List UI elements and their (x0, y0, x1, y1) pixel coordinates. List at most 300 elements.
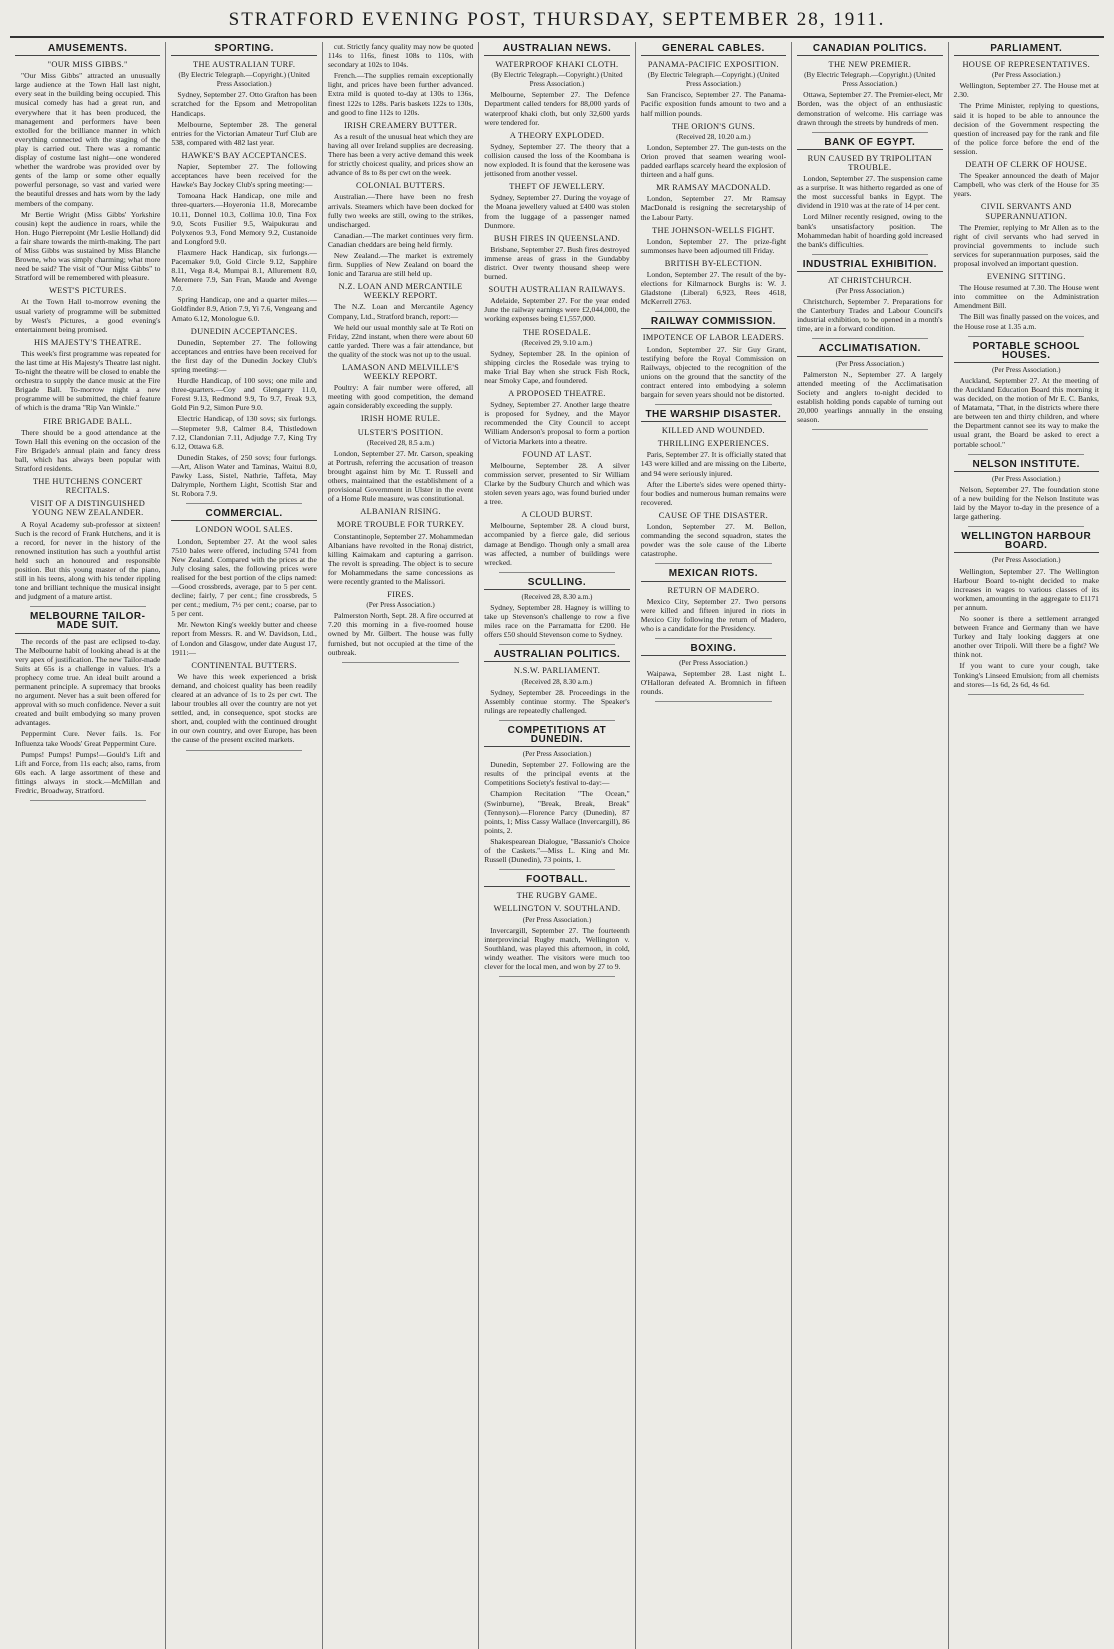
section-divider (186, 750, 302, 751)
paragraph: Auckland, September 27. At the meeting of the Auckland Education Board this morning it was decided, on the motion of Mr E. C. Banks, of Matamata, "That, in the districts where there are between ten and thirty children, and where the Department cannot see its way to make the usual grant, the Board be asked to erect a portable school." (953, 375, 1099, 449)
article-body (484, 245, 629, 281)
article-body (641, 597, 786, 633)
section (484, 650, 629, 715)
article-body (484, 521, 629, 566)
article (171, 661, 316, 745)
paragraph: Poultry: A fair number were offered, all meeting with good competition, the demand again considerably exceeding the supply. (327, 383, 474, 411)
article-body (171, 90, 316, 147)
article (484, 328, 629, 386)
paragraph: "Our Miss Gibbs" attracted an unusually large audience at the Town Hall last night, every seat in the building being occupied. This musical comedy has had a great run, and everywhere that it has been produced, the management and performers have been extolled for the brilliance manner in which everything connected with the staging of the play is carried out. There was a romantic display of costume last night—one wondered whether the wardrobe was provided over by gents of the lamp or some other equally powerful personage, so vast and varied were the beautiful dresses and hats worn by the lady members of the company. (15, 71, 161, 208)
paragraph: London, September 27. Mr. Carson, speaking at Portrush, referring the accusation of treason brought against him by Mr. T. Russell and others, maintained that the establishment of a provisional Government in Ulster in the event of a Home Rule measure, was constitutional. (327, 448, 474, 504)
paragraph: London, September 27. The gun-tests on the Orion proved that seamen wearing wool-padded earflaps scarcely heard the explosion of thirteen and a half guns. (640, 142, 787, 180)
paragraph: Dunedin Stakes, of 250 sovs; four furlongs.—Art, Alison Water and Taminas, Waitui 8.0, Pawky Lass, Sistel, Nathrie, Taffeta, May Dalrymple, Northern Light, Scottish Star and St. Robora 7.9. (171, 452, 317, 499)
article-body (954, 485, 1099, 521)
article-byline: (Per Press Association.) (366, 601, 435, 610)
article-body (328, 192, 473, 278)
paragraph: Sydney, September 27. The theory that a collision caused the loss of the Koombana is now exploded. It is found that the kerosene was jettisoned from another vessel. (484, 141, 630, 179)
article (484, 234, 629, 281)
section (797, 138, 942, 249)
section-divider (968, 454, 1084, 455)
article-headline: A CLOUD BURST. (521, 510, 593, 520)
article-byline: (By Electric Telegraph.—Copyright.) (United Press Association.) (178, 71, 310, 89)
columns (10, 42, 1104, 1649)
article-body (797, 174, 942, 249)
paragraph: Brisbane, September 27. Bush fires destroyed immense areas of grass in the Gundabby district. Over twenty thousand sheep were burned. (484, 244, 630, 282)
article (484, 904, 629, 971)
article (484, 593, 629, 639)
article-body (641, 237, 786, 255)
paragraph: Melbourne, September 28. A silver commission server, presented to Sir William Clarke by the Sudbury Church and which was stolen seven years ago, was found buried under a tree. (484, 460, 630, 507)
article-headline: EVENING SITTING. (986, 272, 1066, 282)
paragraph: A Royal Academy sub-professor at sixteen! Such is the record of Frank Hutchens, and it is a record, for never in the history of the renowned institution has such a youthful artist held such an honoured and responsible position. But this young master of the piano, still in his teens, along with his tender rippling tone and brilliant technique the musical insight and judgment of a mature artist. (15, 519, 161, 602)
article-headline: THE AUSTRALIAN TURF. (193, 60, 296, 70)
article (797, 360, 942, 425)
article-body (15, 520, 160, 602)
article (954, 160, 1099, 198)
article (484, 285, 629, 323)
paragraph: The records of the past are eclipsed to-day. The Melbourne habit of looking ahead is at the very apex of justification. The new Tailor-made Suits at 65s is a challenge in values. It's a prophecy come true. An ideal built around a permanent principle. A supremacy that brooks no argument. Never has a suit been offered for approval with so much confidence. Never a suit created and built embodying so many proven advantages. (15, 636, 161, 728)
article-headline: WELLINGTON V. SOUTHLAND. (493, 904, 621, 914)
article (641, 226, 786, 255)
section-title: PORTABLE SCHOOL HOUSES. (954, 342, 1099, 363)
article-body (328, 383, 473, 410)
paragraph: Lord Milner recently resigned, owing to the bank's unsatisfactory position. The Mohammedan habit of hoarding gold increased the bank's difficulties. (797, 212, 943, 249)
section-title: AUSTRALIAN POLITICS. (484, 650, 629, 662)
paragraph: London, September 27. M. Bellon, commanding the second squadron, states the powder was the sole cause of the Liberte catastrophe. (640, 522, 787, 559)
section (484, 44, 629, 567)
section-title: FOOTBALL. (484, 875, 629, 887)
article-headline: THE NEW PREMIER. (828, 60, 912, 70)
section-title: BANK OF EGYPT. (797, 138, 942, 150)
paragraph: Melbourne, September 28. A cloud burst, accompanied by a fierce gale, did serious damage at Bendigo. Though only a small area was affected, a number of buildings were wrecked. (484, 521, 630, 567)
article-byline: (Received 28, 8.5 a.m.) (366, 438, 435, 447)
paragraph: London, September 27. At the wool sales 7510 bales were offered, including 5741 from New Zealand. Compared with the prices at the July closing sales, the following prices were realised for the best portion of the clips named:—Good crossbreds, average, par to 5 per cent. decline; fairly, 7 per cent.; fine crossbreds, 5 per cent.; medium, 7½ per cent.; coarse, par to 5 per cent. (171, 536, 317, 619)
paragraph: Hurdle Handicap, of 100 sovs; one mile and three-quarters.—Coy and Glengarry 11.0, Forest 9.13, Redmond 9.9, To 9.7, Freak 9.3, Gold Pin 9.2, Simon Pure 9.0. (171, 376, 317, 413)
article (15, 417, 160, 474)
article-headline: CONTINENTAL BUTTERS. (191, 660, 297, 670)
article-headline: DUNEDIN ACCEPTANCES. (190, 326, 298, 336)
section (641, 44, 786, 306)
article-headline: MORE TROUBLE FOR TURKEY. (336, 520, 465, 530)
section-divider (812, 254, 928, 255)
section-divider (30, 606, 146, 607)
article (954, 202, 1099, 268)
paragraph: Peppermint Cure. Never fails. 1s. For Influenza take Woods' Great Peppermint Cure. (15, 729, 161, 748)
section (797, 260, 942, 334)
column (478, 42, 634, 1649)
article-body (954, 223, 1099, 268)
paragraph: If you want to cure your cough, take Tonking's Linseed Emulsion; from all chemists and stores—1s 6d, 2s 6d, 4s 6d. (953, 661, 1099, 689)
article (328, 181, 473, 278)
article-byline: (Received 29, 9.10 a.m.) (521, 338, 593, 347)
article-headline: HIS MAJESTY'S THEATRE. (34, 337, 142, 347)
section (484, 578, 629, 640)
article-body (484, 461, 629, 506)
section-divider (655, 563, 771, 564)
section-divider (655, 311, 771, 312)
paragraph: The Bill was finally passed on the voices, and the House rose at 1.35 a.m. (953, 312, 1099, 331)
article-body (484, 760, 629, 864)
article-headline: COLONIAL BUTTERS. (356, 181, 446, 191)
article-byline: (Per Press Association.) (992, 71, 1061, 80)
article-headline: WATERPROOF KHAKI CLOTH. (495, 60, 619, 70)
paragraph: The N.Z. Loan and Mercantile Agency Company, Ltd., Stratford branch, report:— (327, 302, 474, 321)
article (328, 414, 473, 423)
paragraph: Paris, September 27. It is officially stated that 143 were killed and are missing on the Liberte, and 94 were seriously injured. (640, 450, 787, 478)
section-divider (812, 132, 928, 133)
article-headline: N.Z. LOAN AND MERCANTILE WEEKLY REPORT. (338, 282, 463, 301)
section (171, 509, 316, 744)
paragraph: The Prime Minister, replying to questions, said it is hoped to be able to announce the decision of the Government respecting the question of increased pay for the rank and file of the police force before the end of the session. (953, 101, 1099, 156)
paragraph: London, September 27. Mr Ramsay MacDonald is resigning the secretaryship of the Labour Party. (640, 194, 787, 222)
article-body (171, 537, 316, 657)
article (641, 426, 786, 435)
article (15, 286, 160, 333)
article-body (15, 637, 160, 796)
article (328, 590, 473, 657)
article-headline: CIVIL SERVANTS AND SUPERANNUATION. (980, 202, 1072, 221)
article-body (171, 338, 316, 499)
section (328, 42, 473, 657)
section-title: SCULLING. (484, 578, 629, 590)
article-byline: (By Electric Telegraph.—Copyright.) (United Press Association.) (804, 71, 936, 89)
article-body (328, 42, 473, 117)
paragraph: Mr Bertie Wright (Miss Gibbs' Yorkshire cousin) kept the audience in roars, while the Hon. Hugo Pierrepoint (Mr Leslie Holland) did a fair share towards the mirth-making. The part of Miss Gibbs was sustained by Miss Blanche Browne, who was simply charming; what more need be said? The visit of "Our Miss Gibbs" to Stratford will be remembered with pleasure. (15, 209, 161, 283)
section (15, 612, 160, 795)
article-headline: A THEORY EXPLODED. (509, 130, 605, 140)
paragraph: Invercargill, September 27. The fourteenth interprovincial Rugby match, Wellington v. Southland, was played this afternoon, in cold, windy weather. The visitors were much too clever for the local men, and won by 27 to 9. (484, 925, 630, 971)
article-headline: DEATH OF CLERK OF HOUSE. (965, 160, 1088, 170)
section-title: CANADIAN POLITICS. (797, 44, 942, 56)
article-headline: BUSH FIRES IN QUEENSLAND. (493, 233, 621, 243)
paragraph: The Premier, replying to Mr Allen as to the right of civil servants who had served in provincial governments to include such services for superannuation purposes, said the proposal involved an important question. (953, 222, 1099, 268)
paragraph: At the Town Hall to-morrow evening the usual variety of programme will be submitted by West's Pictures, a good evening's entertainment being promised. (15, 297, 161, 334)
article-headline: AT CHRISTCHURCH. (827, 275, 912, 285)
article-body (15, 428, 160, 473)
section-divider (812, 429, 928, 430)
article-byline: (By Electric Telegraph.—Copyright.) (United Press Association.) (647, 71, 780, 89)
article-body (641, 345, 786, 400)
paragraph: Waipawa, September 28. Last night L. O'Halloran defeated A. Bromnich in fifteen rounds. (640, 669, 787, 697)
article (484, 131, 629, 178)
section-title: COMPETITIONS AT DUNEDIN. (484, 726, 629, 747)
article (15, 637, 160, 796)
article (641, 333, 786, 399)
article-headline: HOUSE OF REPRESENTATIVES. (962, 60, 1091, 70)
article (954, 272, 1099, 331)
section-title: WELLINGTON HARBOUR BOARD. (954, 532, 1099, 553)
section-title: RAILWAY COMMISSION. (641, 317, 786, 329)
article (484, 60, 629, 127)
article-byline: (Per Press Association.) (522, 750, 592, 759)
article-headline: MR RAMSAY MACDONALD. (656, 183, 771, 193)
article-body (328, 302, 473, 359)
article-headline: THEFT OF JEWELLERY. (509, 182, 605, 192)
article (641, 659, 786, 696)
paragraph: Sydney, September 28. Proceedings in the Assembly continue stormy. The Speaker's rulings are repeatedly challenged. (484, 687, 630, 715)
article (484, 389, 629, 446)
article-body (171, 672, 316, 745)
paragraph: Mr. Newton King's weekly butter and cheese report from Messrs. R. and W. Davidson, Ltd., of London and Glasgow, under date August 17, 1911:— (171, 620, 317, 657)
section (641, 410, 786, 558)
article (641, 439, 786, 507)
paragraph: Electric Handicap, of 130 sovs; six furlongs.—Stepmeter 9.8, Calmer 8.4, Thistledown 7.12, Clandonian 7.11, Adjudge 7.7, King Try 6.12, Ottawa 6.8. (171, 414, 317, 451)
article (484, 666, 629, 714)
paragraph: Nelson, September 27. The foundation stone of a new building for the Nelson Institute was laid by the Mayor to-day in the presence of a large gathering. (953, 484, 1099, 522)
section (954, 532, 1099, 689)
section (954, 460, 1099, 522)
paragraph: As a result of the unusual heat which they are having all over Ireland supplies are decreasing. There has been a very active demand this week for strictly choicest quality, and prices show an advance of 8s to 8s per cwt on the week. (327, 131, 474, 178)
article-body (797, 90, 942, 126)
paragraph: Constantinople, September 27. Mohammedan Albanians have revolted in the Ronaj district, killing Kaimakam and capturing a garrison. The revolt is spreading. The object is to secure for Mohammedans the same concessions as were recently granted to the Malissori. (327, 531, 474, 586)
paragraph: Sydney, September 27. Otto Grafton has been scratched for the Epsom and Metropolitan Handicaps. (171, 90, 317, 118)
section (484, 726, 629, 864)
paragraph: We held our usual monthly sale at Te Roti on Friday, 22nd instant, when there were about 60 cattle yarded. There was a fair attendance, but the quality of the stock was not up to the usual. (327, 322, 474, 359)
paragraph: Flaxmere Hack Handicap, six furlongs.—Pacemaker 9.0, Gold Circle 9.12, Sapphire 8.11, Vega 8.4, Mumpai 8.1, Allurement 8.0, Meremere 7.9, San Fran, Maude and Avenge 7.0. (171, 247, 317, 294)
paragraph: San Francisco, September 27. The Panama-Pacific exposition funds amount to two and a half million pounds. (640, 90, 787, 118)
article (954, 60, 1099, 156)
article (15, 499, 160, 601)
article-headline: FIRES. (387, 590, 414, 600)
article-headline: LAMASON AND MELVILLE'S WEEKLY REPORT. (341, 363, 460, 382)
paragraph: After the Liberte's sides were opened thirty-four bodies and numerous human remains were recovered. (640, 479, 787, 507)
article-headline: VISIT OF A DISTINGUISHED YOUNG NEW ZEALANDER. (30, 499, 146, 518)
article (641, 60, 786, 118)
column (10, 42, 165, 1649)
article-body (484, 400, 629, 445)
article-body (484, 349, 629, 385)
paragraph: Canadian.—The market continues very firm. Canadian cheddars are being held firmly. (327, 230, 474, 249)
article-body (484, 193, 629, 229)
article-headline: SOUTH AUSTRALIAN RAILWAYS. (488, 285, 626, 295)
paragraph: Spring Handicap, one and a quarter miles.—Goldfinder 8.9, Ation 7.9, Yi 7.6, Vengeang and Amato 6.12, Monologue 6.0. (171, 295, 317, 323)
article-body (484, 688, 629, 715)
article-body (484, 90, 629, 126)
article-body (797, 370, 942, 425)
article-headline: N.S.W. PARLIAMENT. (513, 666, 601, 676)
article (15, 338, 160, 413)
paragraph: Palmerston North, Sept. 28. A fire occurred at 7.20 this morning in a five-roomed house owned by Mr. Gilbert. The house was fully furnished, but not occupied at the time of the outbreak. (327, 611, 474, 657)
article-body (641, 270, 786, 306)
article-body (328, 532, 473, 587)
section-title: NELSON INSTITUTE. (954, 460, 1099, 472)
section-title: AMUSEMENTS. (15, 44, 160, 56)
article-headline: PANAMA-PACIFIC EXPOSITION. (647, 60, 779, 70)
paragraph: London, September 27. The result of the by-elections for Kilmarnock Burghs is: W. J. Gladstone (Liberal) 6,923, Rees 4618, McKerrell 2763. (640, 269, 787, 307)
article-body (954, 81, 1099, 156)
paragraph: London, September 27. Sir Guy Grant, testifying before the Royal Commission on Railways, objected to the recognition of the unions on the ground that the sanctity of the contract entered into embodying a solemn bargain for seven years should not be distorted. (640, 344, 787, 399)
section-divider (968, 336, 1084, 337)
paragraph: Champion Recitation "The Ocean," (Swinburne), "Break, Break, Break" (Tennyson).—Florence Parcy (Dunedin), 87 points, 1; Miss Cassy Wallace (Invercargill), 86 points, 2. (484, 789, 630, 835)
article-headline: HAWKE'S BAY ACCEPTANCES. (181, 150, 307, 160)
section-divider (968, 694, 1084, 695)
paragraph: The House resumed at 7.30. The House went into committee on the Administration Amendment Bill. (953, 283, 1099, 311)
section-divider (655, 638, 771, 639)
article-byline: (Per Press Association.) (835, 359, 905, 368)
article-body (328, 611, 473, 656)
paragraph: This week's first programme was repeated for the last time at His Majesty's Theatre last night. To-night the theatre will be closed to enable the orchestra to supply the dance music at the Fire Brigade Ball. To-morrow night a new programme will be submitted, the chief feature of which is the drama "Rip Van Winkle." (15, 348, 161, 413)
article-headline: KILLED AND WOUNDED. (661, 426, 765, 436)
masthead: STRATFORD EVENING POST, THURSDAY, SEPTEMBER 28, 1911. (10, 8, 1104, 38)
paragraph: Sydney, September 27. Another large theatre is proposed for Sydney, and the Mayor recommended the City Council to accept William Anderson's proposal to form a portion of Victoria Markets into a theatre. (484, 400, 630, 446)
section (484, 875, 629, 971)
article (641, 586, 786, 633)
paragraph: London, September 27. The prize-fight summonses have been adjourned till Friday. (640, 236, 787, 255)
article-headline: FOUND AT LAST. (522, 449, 592, 459)
paragraph: There should be a good attendance at the Town Hall this evening on the occasion of the Fire Brigade's annual plain and fancy dress ball, which has always been popular with Stratford residents. (15, 427, 161, 474)
paragraph: Shakespearean Dialogue, "Bassanio's Choice of the Caskets."—Miss L. King and Mr. Russell (Dunedin), 73 points, 1. (484, 836, 630, 865)
article-body (954, 283, 1099, 330)
article-byline: (Per Press Association.) (835, 286, 905, 295)
article-headline: RETURN OF MADERO. (667, 585, 760, 595)
article-body (15, 349, 160, 413)
section (954, 342, 1099, 449)
article-body (484, 603, 629, 639)
paragraph: Palmerston N., September 27. A largely attended meeting of the Acclimatisation Society and anglers to-night decided to establish holding ponds capable of turning out 20,000 yearlings annually in the ensuing season. (797, 369, 943, 425)
section (171, 44, 316, 498)
column (635, 42, 791, 1649)
paragraph: Wellington, September 27. The Wellington Harbour Board to-night decided to make increases in wages to various classes of its workmen, amounting in the aggregate to £1171 per annum. (953, 566, 1099, 612)
article-headline: ULSTER'S POSITION. (357, 427, 444, 437)
article (484, 450, 629, 507)
article-headline: THE ROSEDALE. (522, 327, 592, 337)
article (171, 327, 316, 499)
column (165, 42, 321, 1649)
article-body (328, 132, 473, 177)
section-divider (499, 644, 615, 645)
article-body (641, 450, 786, 507)
article-headline: FIRE BRIGADE BALL. (43, 416, 133, 426)
paragraph: Sydney, September 27. During the voyage of the Moana jewellery valued at £400 was stolen from the luggage of a passenger named Dunmore. (484, 193, 630, 230)
paragraph: Dunedin, September 27. The following acceptances and entries have been received for the first day of the Dunedin Jockey Club's spring meeting:— (171, 337, 317, 374)
article-body (641, 90, 786, 117)
column (791, 42, 947, 1649)
section (641, 644, 786, 696)
paragraph: Mexico City, September 27. Two persons were killed and fifteen injured in riots in Mexico City following the return of Madero, who is a candidate for the Presidency. (640, 596, 787, 633)
section-title: PARLIAMENT. (954, 44, 1099, 56)
article-body (484, 142, 629, 178)
article (797, 154, 942, 249)
section-divider (186, 503, 302, 504)
article-headline: LONDON WOOL SALES. (195, 525, 293, 535)
article (171, 60, 316, 147)
article-body (484, 296, 629, 323)
paragraph: Ottawa, September 27. The Premier-elect, Mr Borden, was the object of an enthusiastic demonstration of welcome. His carriage was drawn through the streets by hundreds of men. (797, 90, 943, 127)
paragraph: Pumps! Pumps! Pumps!—Gould's Lift and Lift and Force, from 11s each; also, rams, from 60s each. A large assortment of these and fittings always in stock.—McMillan and Fredric, Broadway, Stratford. (15, 749, 161, 796)
article-headline: CAUSE OF THE DISASTER. (658, 510, 769, 520)
section (641, 569, 786, 633)
article (641, 511, 786, 558)
section-divider (968, 526, 1084, 527)
article (484, 510, 629, 567)
article-body (171, 162, 316, 323)
paragraph: Adelaide, September 27. For the year ended June the railway earnings were £2,044,000, the working expenses being £1,557,000. (484, 296, 630, 324)
article (171, 525, 316, 656)
article (328, 42, 473, 117)
section (797, 44, 942, 127)
article (15, 477, 160, 495)
paragraph: We have this week experienced a brisk demand, and choicest quality has been readily cleared at an advance of 1s to 2s per cwt. The labour troubles all over the country are not yet settled, and, in consequence, spot stocks are short, and, coupled with the continued drought in our own country, and over Europe, has been the cause of the present excited markets. (171, 671, 317, 745)
article (15, 60, 160, 282)
article-body (15, 71, 160, 282)
paragraph: Sydney, September 28. In the opinion of shipping circles the Rosedale was trying to make Trial Bay when she struck Fish Rock, near Smoky Cape, and foundered. (484, 348, 630, 385)
article (171, 151, 316, 323)
article-body (641, 194, 786, 221)
column (322, 42, 478, 1649)
article-body (641, 522, 786, 558)
article-body (797, 297, 942, 333)
section-title: BOXING. (641, 644, 786, 656)
section-title: MEXICAN RIOTS. (641, 569, 786, 581)
section (641, 317, 786, 399)
article (641, 122, 786, 180)
section-divider (655, 701, 771, 702)
section-divider (655, 404, 771, 405)
article-byline: (By Electric Telegraph.—Copyright.) (United Press Association.) (491, 71, 623, 89)
paragraph: Melbourne, September 28. The general entries for the Victorian Amateur Turf Club are 538, compared with 482 last year. (171, 119, 317, 147)
paragraph: cut. Strictly fancy quality may now be quoted 114s to 116s, finest 108s to 110s, with secondary at 102s to 104s. (327, 42, 474, 70)
paragraph: Australian.—There have been no fresh arrivals. Steamers which have been docked for fully two weeks are still, owing to the strikes, undischarged. (327, 192, 474, 229)
paragraph: London, September 27. The suspension came as a surprise. It was hitherto regarded as one of the most successful banks in Egypt. The dividend in 1910 was at the rate of 14 per cent. (797, 174, 943, 211)
section-title: AUSTRALIAN NEWS. (484, 44, 629, 56)
article-headline: A PROPOSED THEATRE. (508, 389, 606, 399)
article-headline: RUN CAUSED BY TRIPOLITAN TROUBLE. (807, 153, 933, 172)
article-headline: IRISH HOME RULE. (360, 414, 441, 424)
section-title: SPORTING. (171, 44, 316, 56)
section-divider (499, 720, 615, 721)
section-divider (342, 662, 458, 663)
paragraph: Sydney, September 28. Hagney is willing to take up Stevenson's challenge to row a five miles race on the Parramatta for £200. He offers £50 should Stevenson come to Sydney. (484, 602, 630, 640)
article-byline: (Per Press Association.) (679, 659, 748, 668)
article (954, 556, 1099, 688)
article-body (954, 567, 1099, 689)
section-title: ACCLIMATISATION. (797, 344, 942, 356)
article-body (641, 669, 786, 696)
column (948, 42, 1104, 1649)
section-title: THE WARSHIP DISASTER. (641, 410, 786, 422)
article-byline: (Per Press Association.) (522, 915, 592, 924)
article (641, 259, 786, 306)
article-headline: THE JOHNSON-WELLS FIGHT. (652, 225, 775, 235)
article-headline: WEST'S PICTURES. (48, 286, 127, 296)
article-headline: "OUR MISS GIBBS." (47, 60, 128, 70)
article (484, 891, 629, 900)
article (328, 507, 473, 516)
article (797, 276, 942, 334)
article-body (15, 297, 160, 333)
article (954, 475, 1099, 521)
article-body (641, 143, 786, 179)
article (328, 428, 473, 504)
article-byline: (Received 28, 8.30 a.m.) (521, 677, 593, 686)
article (484, 182, 629, 229)
article-headline: ALBANIAN RISING. (360, 507, 441, 517)
section-divider (812, 338, 928, 339)
section-title: MELBOURNE TAILOR-MADE SUIT. (15, 612, 160, 633)
paragraph: No sooner is there a settlement arranged between France and Germany than we have Turkey and Italy looking daggers at one another over Tripoli. Will there be a fight? We think not. (953, 613, 1099, 660)
paragraph: Christchurch, September 7. Preparations for the Canterbury Trades and Labour Council's industrial exhibition, to be opened in a month's time, are in a forward condition. (797, 297, 943, 334)
article-headline: BRITISH BY-ELECTION. (664, 258, 762, 268)
article (328, 520, 473, 586)
section-title: INDUSTRIAL EXHIBITION. (797, 260, 942, 272)
article (641, 183, 786, 221)
article (797, 60, 942, 127)
article-body (954, 376, 1099, 449)
paragraph: Wellington, September 27. The House met at 2.30. (953, 81, 1099, 100)
section (797, 344, 942, 424)
article-headline: THE RUGBY GAME. (516, 891, 598, 901)
article-headline: THE HUTCHENS CONCERT RECITALS. (32, 477, 143, 496)
